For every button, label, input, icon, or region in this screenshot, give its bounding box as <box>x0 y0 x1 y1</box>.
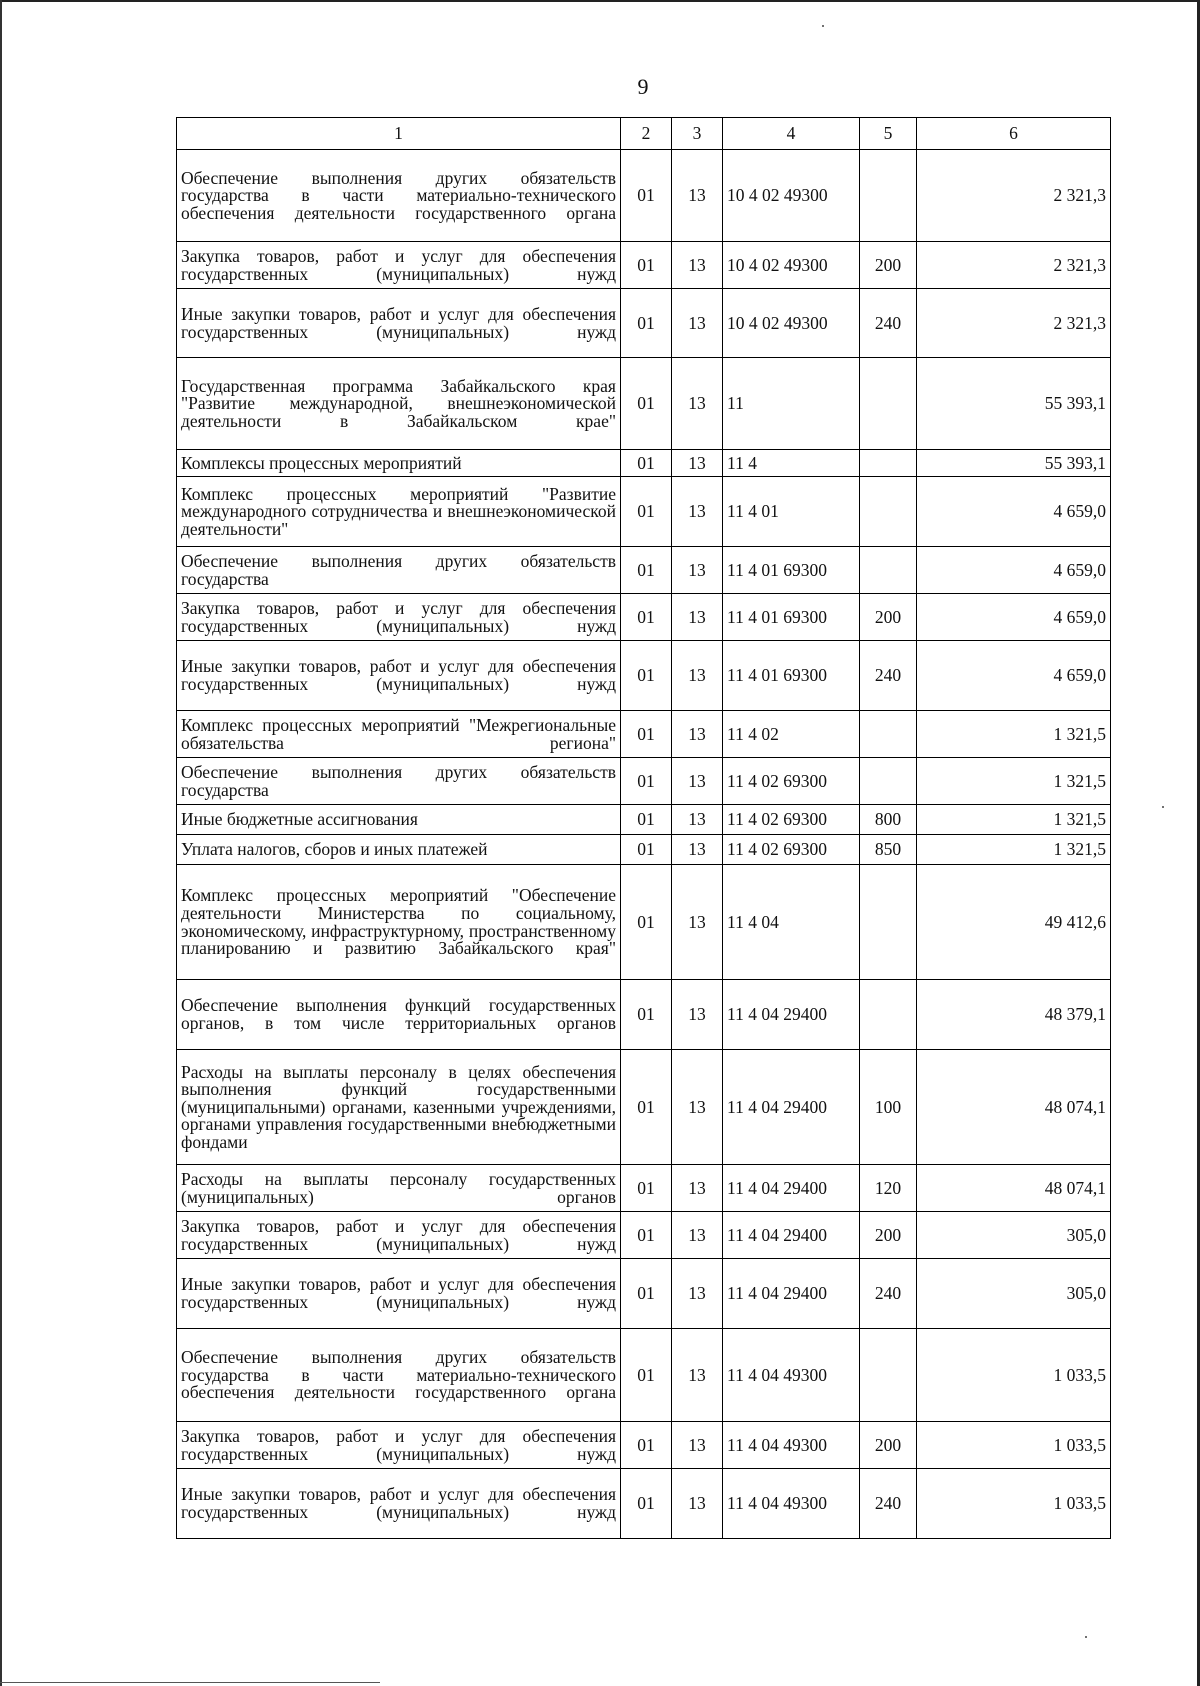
cell-subsection: 13 <box>672 594 723 641</box>
header-col-1: 1 <box>177 118 621 150</box>
cell-subsection: 13 <box>672 641 723 711</box>
cell-name: Иные закупки товаров, работ и услуг для обеспечения государственных (муниципальных) нужд <box>177 641 621 711</box>
cell-subsection: 13 <box>672 289 723 358</box>
cell-name: Закупка товаров, работ и услуг для обеспечения государственных (муниципальных) нужд <box>177 594 621 641</box>
cell-expense-type <box>860 865 917 980</box>
cell-target-article: 11 4 <box>723 450 860 477</box>
cell-target-article: 11 4 04 29400 <box>723 980 860 1050</box>
cell-section: 01 <box>621 1165 672 1212</box>
cell-amount: 4 659,0 <box>917 641 1111 711</box>
cell-amount: 2 321,3 <box>917 150 1111 242</box>
cell-target-article: 11 4 04 29400 <box>723 1165 860 1212</box>
cell-subsection: 13 <box>672 358 723 450</box>
cell-amount: 1 321,5 <box>917 805 1111 835</box>
cell-amount: 55 393,1 <box>917 450 1111 477</box>
table-body <box>177 150 1111 1539</box>
table-row <box>177 711 1111 758</box>
scan-speck <box>1085 1636 1087 1638</box>
cell-section: 01 <box>621 547 672 594</box>
cell-target-article: 11 4 04 49300 <box>723 1422 860 1469</box>
cell-expense-type <box>860 711 917 758</box>
cell-name: Иные закупки товаров, работ и услуг для обеспечения государственных (муниципальных) нужд <box>177 1259 621 1329</box>
header-col-5: 5 <box>860 118 917 150</box>
table-row <box>177 835 1111 865</box>
cell-section: 01 <box>621 1259 672 1329</box>
cell-amount: 2 321,3 <box>917 289 1111 358</box>
cell-target-article: 11 4 04 <box>723 865 860 980</box>
cell-expense-type: 100 <box>860 1050 917 1165</box>
cell-section: 01 <box>621 980 672 1050</box>
cell-name: Уплата налогов, сборов и иных платежей <box>177 835 621 865</box>
cell-section: 01 <box>621 835 672 865</box>
cell-target-article: 11 4 04 29400 <box>723 1050 860 1165</box>
cell-name: Закупка товаров, работ и услуг для обеспечения государственных (муниципальных) нужд <box>177 1422 621 1469</box>
cell-section: 01 <box>621 358 672 450</box>
table-row <box>177 1259 1111 1329</box>
table-row <box>177 242 1111 289</box>
cell-expense-type: 240 <box>860 641 917 711</box>
cell-amount: 1 321,5 <box>917 835 1111 865</box>
table-row <box>177 477 1111 547</box>
cell-target-article: 10 4 02 49300 <box>723 289 860 358</box>
cell-subsection: 13 <box>672 477 723 547</box>
table-header <box>177 118 1111 150</box>
page-edge-left <box>0 0 2 1686</box>
cell-name: Обеспечение выполнения других обязательств государства в части материально-технического обеспечения деятельности государственного органа <box>177 150 621 242</box>
cell-expense-type: 240 <box>860 289 917 358</box>
cell-name: Закупка товаров, работ и услуг для обеспечения государственных (муниципальных) нужд <box>177 242 621 289</box>
table-row <box>177 1212 1111 1259</box>
cell-subsection: 13 <box>672 835 723 865</box>
cell-section: 01 <box>621 289 672 358</box>
table-row <box>177 450 1111 477</box>
cell-expense-type: 200 <box>860 594 917 641</box>
cell-amount: 305,0 <box>917 1259 1111 1329</box>
cell-name: Иные закупки товаров, работ и услуг для обеспечения государственных (муниципальных) нужд <box>177 289 621 358</box>
cell-amount: 4 659,0 <box>917 547 1111 594</box>
cell-target-article: 10 4 02 49300 <box>723 150 860 242</box>
cell-subsection: 13 <box>672 1422 723 1469</box>
cell-section: 01 <box>621 865 672 980</box>
cell-subsection: 13 <box>672 1212 723 1259</box>
table-row <box>177 1329 1111 1422</box>
cell-target-article: 11 4 02 69300 <box>723 835 860 865</box>
table-row <box>177 150 1111 242</box>
cell-expense-type: 200 <box>860 1212 917 1259</box>
cell-subsection: 13 <box>672 711 723 758</box>
table-row <box>177 1422 1111 1469</box>
cell-name: Комплекс процессных мероприятий "Обеспечение деятельности Министерства по социальному, экономическому, инфраструктурному, пространственному планированию и развитию Забайкальского края" <box>177 865 621 980</box>
table-row <box>177 1050 1111 1165</box>
cell-expense-type: 120 <box>860 1165 917 1212</box>
table-row <box>177 758 1111 805</box>
cell-target-article: 11 4 04 29400 <box>723 1212 860 1259</box>
cell-expense-type: 240 <box>860 1469 917 1539</box>
cell-name: Комплекс процессных мероприятий "Межрегиональные обязательства региона" <box>177 711 621 758</box>
page-number: 9 <box>637 74 649 99</box>
cell-expense-type: 200 <box>860 242 917 289</box>
cell-name: Иные закупки товаров, работ и услуг для обеспечения государственных (муниципальных) нужд <box>177 1469 621 1539</box>
cell-expense-type: 850 <box>860 835 917 865</box>
cell-subsection: 13 <box>672 1469 723 1539</box>
cell-subsection: 13 <box>672 758 723 805</box>
cell-subsection: 13 <box>672 242 723 289</box>
header-col-3: 3 <box>672 118 723 150</box>
cell-amount: 1 321,5 <box>917 711 1111 758</box>
page-edge-top <box>0 0 1200 2</box>
table-row <box>177 594 1111 641</box>
table-row <box>177 547 1111 594</box>
cell-section: 01 <box>621 641 672 711</box>
table-row <box>177 641 1111 711</box>
cell-section: 01 <box>621 150 672 242</box>
cell-subsection: 13 <box>672 150 723 242</box>
cell-section: 01 <box>621 594 672 641</box>
cell-amount: 48 074,1 <box>917 1165 1111 1212</box>
cell-expense-type <box>860 980 917 1050</box>
cell-section: 01 <box>621 1050 672 1165</box>
cell-amount: 48 379,1 <box>917 980 1111 1050</box>
cell-subsection: 13 <box>672 805 723 835</box>
cell-target-article: 11 4 04 49300 <box>723 1329 860 1422</box>
table-row <box>177 1469 1111 1539</box>
cell-subsection: 13 <box>672 1259 723 1329</box>
cell-target-article: 10 4 02 49300 <box>723 242 860 289</box>
cell-subsection: 13 <box>672 450 723 477</box>
cell-target-article: 11 <box>723 358 860 450</box>
cell-name: Расходы на выплаты персоналу государственных (муниципальных) органов <box>177 1165 621 1212</box>
cell-expense-type <box>860 150 917 242</box>
cell-amount: 1 321,5 <box>917 758 1111 805</box>
scan-speck <box>822 25 824 27</box>
cell-name: Обеспечение выполнения других обязательств государства в части материально-технического обеспечения деятельности государственного органа <box>177 1329 621 1422</box>
table-row <box>177 805 1111 835</box>
cell-expense-type <box>860 358 917 450</box>
cell-name: Обеспечение выполнения функций государственных органов, в том числе территориальных органов <box>177 980 621 1050</box>
header-row <box>177 118 1111 150</box>
table-row <box>177 980 1111 1050</box>
cell-section: 01 <box>621 477 672 547</box>
cell-amount: 4 659,0 <box>917 594 1111 641</box>
cell-amount: 48 074,1 <box>917 1050 1111 1165</box>
header-col-2: 2 <box>621 118 672 150</box>
cell-subsection: 13 <box>672 1165 723 1212</box>
cell-name: Обеспечение выполнения других обязательств государства <box>177 758 621 805</box>
cell-amount: 4 659,0 <box>917 477 1111 547</box>
header-col-6: 6 <box>917 118 1111 150</box>
cell-target-article: 11 4 01 69300 <box>723 641 860 711</box>
cell-name: Государственная программа Забайкальского края "Развитие международной, внешнеэкономической деятельности в Забайкальском крае" <box>177 358 621 450</box>
cell-amount: 55 393,1 <box>917 358 1111 450</box>
cell-subsection: 13 <box>672 1329 723 1422</box>
cell-subsection: 13 <box>672 547 723 594</box>
cell-subsection: 13 <box>672 980 723 1050</box>
cell-name: Комплекс процессных мероприятий "Развитие международного сотрудничества и внешнеэкономической деятельности" <box>177 477 621 547</box>
cell-name: Закупка товаров, работ и услуг для обеспечения государственных (муниципальных) нужд <box>177 1212 621 1259</box>
cell-amount: 2 321,3 <box>917 242 1111 289</box>
cell-section: 01 <box>621 1212 672 1259</box>
table-row <box>177 358 1111 450</box>
cell-name: Обеспечение выполнения других обязательств государства <box>177 547 621 594</box>
cell-amount: 1 033,5 <box>917 1329 1111 1422</box>
cell-target-article: 11 4 01 69300 <box>723 547 860 594</box>
cell-expense-type: 200 <box>860 1422 917 1469</box>
cell-amount: 49 412,6 <box>917 865 1111 980</box>
cell-target-article: 11 4 02 69300 <box>723 758 860 805</box>
table-row <box>177 865 1111 980</box>
cell-section: 01 <box>621 1469 672 1539</box>
cell-target-article: 11 4 02 69300 <box>723 805 860 835</box>
cell-target-article: 11 4 04 49300 <box>723 1469 860 1539</box>
page-edge-bottom <box>0 1682 380 1683</box>
cell-name: Расходы на выплаты персоналу в целях обеспечения выполнения функций государственными (муниципальными) органами, казенными учреждениями, органами управления государственными внебюджетными фондами <box>177 1050 621 1165</box>
budget-table <box>176 117 1111 1539</box>
cell-target-article: 11 4 04 29400 <box>723 1259 860 1329</box>
table-row <box>177 1165 1111 1212</box>
cell-name: Иные бюджетные ассигнования <box>177 805 621 835</box>
cell-target-article: 11 4 01 <box>723 477 860 547</box>
table-row <box>177 289 1111 358</box>
scan-speck <box>1162 806 1164 808</box>
cell-subsection: 13 <box>672 865 723 980</box>
cell-expense-type: 240 <box>860 1259 917 1329</box>
header-col-4: 4 <box>723 118 860 150</box>
cell-target-article: 11 4 01 69300 <box>723 594 860 641</box>
cell-amount: 1 033,5 <box>917 1469 1111 1539</box>
cell-section: 01 <box>621 1422 672 1469</box>
cell-expense-type <box>860 1329 917 1422</box>
cell-expense-type <box>860 477 917 547</box>
cell-amount: 305,0 <box>917 1212 1111 1259</box>
cell-section: 01 <box>621 758 672 805</box>
cell-target-article: 11 4 02 <box>723 711 860 758</box>
cell-section: 01 <box>621 805 672 835</box>
cell-section: 01 <box>621 242 672 289</box>
cell-section: 01 <box>621 1329 672 1422</box>
cell-expense-type <box>860 758 917 805</box>
cell-name: Комплексы процессных мероприятий <box>177 450 621 477</box>
cell-section: 01 <box>621 450 672 477</box>
cell-expense-type: 800 <box>860 805 917 835</box>
cell-expense-type <box>860 547 917 594</box>
cell-amount: 1 033,5 <box>917 1422 1111 1469</box>
cell-section: 01 <box>621 711 672 758</box>
cell-expense-type <box>860 450 917 477</box>
cell-subsection: 13 <box>672 1050 723 1165</box>
